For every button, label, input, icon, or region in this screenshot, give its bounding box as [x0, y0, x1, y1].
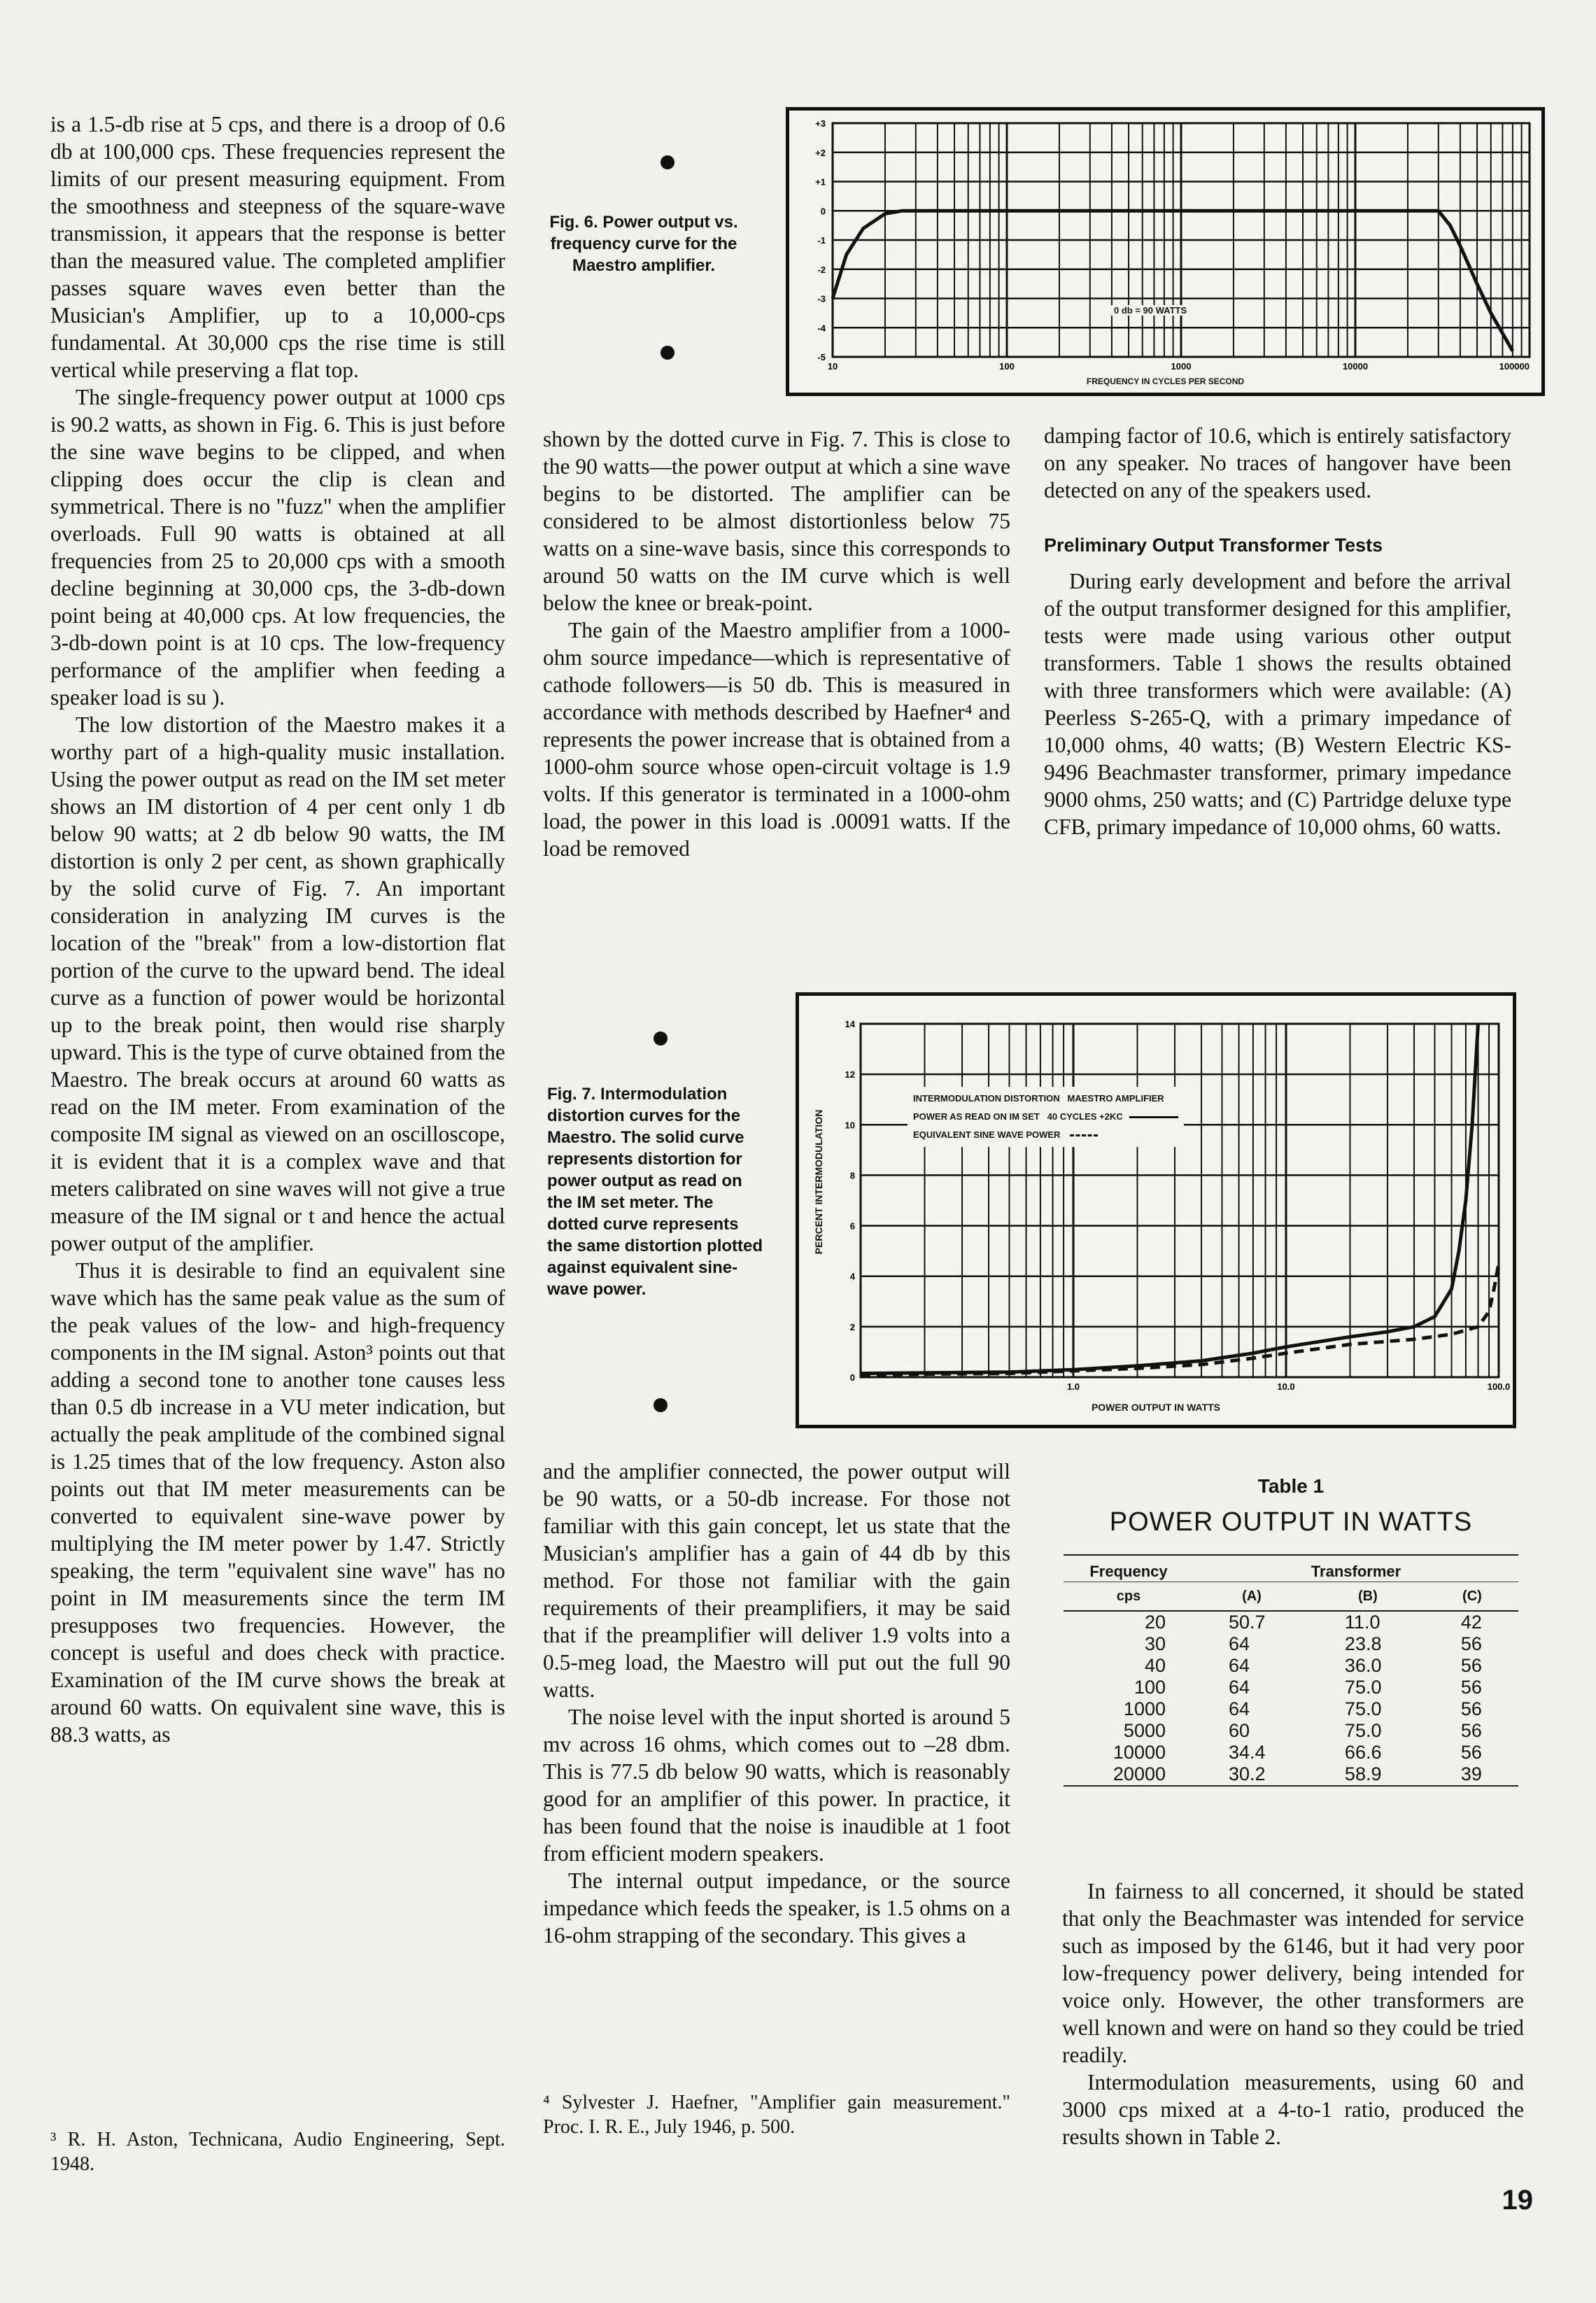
header-b: (B) — [1358, 1588, 1378, 1604]
x-tick-label: 100 — [999, 361, 1015, 372]
paragraph: Thus it is desirable to find an equivalent sine wave which has the same peak value as the sum of the peak values of the low- and high-frequency components in the IM signal. Aston³ points out that adding a second tone to another tone causes less than 0.5 db increase in a VU meter indication, but actually the peak amplitude of the combined signal is 1.25 times that of the low frequency. Aston also points out that IM meter measurements can be converted to equivalent sine-wave power by multiplying the IM meter power by 1.47. Strictly speaking, the term "equivalent sine wave" has no point in IM measurements since the term IM presupposes two frequencies. However, the concept is useful and does check with practice. Examination of the IM curve shows the break at around 60 watts. On equivalent sine wave, this is 88.3 watts, as — [50, 1258, 505, 1747]
x-tick-label: 100000 — [1499, 361, 1530, 372]
cell-value: 64 — [1229, 1655, 1250, 1676]
cell-value: 56 — [1460, 1655, 1482, 1676]
table-title: POWER OUTPUT IN WATTS — [1109, 1507, 1473, 1537]
y-tick-label: 0 — [820, 206, 826, 217]
x-tick-label: 100.0 — [1487, 1381, 1511, 1392]
header-c: (C) — [1462, 1588, 1482, 1604]
y-tick-label: +1 — [815, 176, 826, 188]
table-row — [1064, 1720, 1518, 1742]
paragraph: Intermodulation measurements, using 60 and 3000 cps mixed at a 4-to-1 ratio, produced the results shown in Table 2. — [1062, 2070, 1524, 2149]
table-row — [1064, 1611, 1518, 1633]
cell-frequency: 20000 — [1113, 1763, 1166, 1784]
cell-value: 66.6 — [1344, 1742, 1382, 1763]
fig7-legend — [908, 1087, 1184, 1147]
cell-value: 36.0 — [1344, 1655, 1382, 1676]
column-2 — [543, 425, 1010, 862]
column-1 — [50, 111, 505, 1748]
paragraph: and the amplifier connected, the power output will be 90 watts, or a 50-db increase. For those not familiar with this gain concept, let us state that the Musician's amplifier has a gain of 44 db by this method. For those not familiar with the gain requirements of their preamplifiers, it may be said that if the preamplifier will deliver 1.9 volts into a 0.5-meg load, the Maestro will put out the full 90 watts. — [543, 1459, 1010, 1702]
x-tick-label: 10.0 — [1277, 1381, 1295, 1392]
cell-value: 30.2 — [1229, 1763, 1266, 1784]
fig7-x-axis-title: POWER OUTPUT IN WATTS — [1091, 1402, 1221, 1413]
cell-value: 60 — [1229, 1720, 1250, 1741]
table-label: Table 1 — [1257, 1475, 1325, 1497]
x-tick-label: 1000 — [1171, 361, 1192, 372]
paragraph: The gain of the Maestro amplifier from a 1000-ohm source impedance—which is representative of cathode followers—is 50 db. This is measured in accordance with methods described by Haefner⁴ and represents the power increase that is obtained from a 1000-ohm source whose open-circuit voltage is 1.9 volts. If this generator is terminated in a 1000-ohm load, the power in this load is .00091 watts. If the load be removed — [543, 618, 1010, 861]
fig7-caption: Fig. 7. Intermodulation distortion curves for the Maestro. The solid curve represents distortion for power output as read on the IM set meter. The dotted curve represents the same distortion plotted against equivalent sine-wave power. — [547, 1085, 763, 1299]
table-row — [1064, 1763, 1518, 1786]
fig7-y-axis-title: PERCENT INTERMODULATION — [813, 1109, 824, 1255]
fig6-label-0db: 0 db = 90 WATTS — [1111, 305, 1189, 316]
cell-value: 64 — [1229, 1698, 1250, 1719]
cell-value: 42 — [1460, 1612, 1482, 1633]
y-tick-label: -3 — [817, 293, 826, 304]
paragraph: The single-frequency power output at 1000 cps is 90.2 watts, as shown in Fig. 6. This is just before the sine wave begins to be clipped, and when clipping does occur the clip is clean and symmetrical. There is no "fuzz" when the amplifier overloads. Full 90 watts is obtained at all frequencies from 25 to 20,000 cps with a smooth decline beginning at 30,000 cps, the 3-db-down point being at 40,000 cps. At low frequencies, the 3-db-down point is at 10 cps. The low-frequency performance of the amplifier when feeding a speaker load is su ). — [50, 385, 505, 710]
cell-frequency: 1000 — [1123, 1698, 1166, 1719]
cell-value: 34.4 — [1229, 1742, 1266, 1763]
page-number: 19 — [1502, 2185, 1533, 2216]
cell-frequency: 100 — [1134, 1677, 1166, 1698]
cell-value: 56 — [1460, 1720, 1482, 1741]
margin-dot — [654, 1031, 668, 1045]
cell-value: 11.0 — [1344, 1612, 1380, 1633]
cell-value: 23.8 — [1344, 1633, 1382, 1654]
series-line-equivalent-sine — [861, 1264, 1499, 1375]
fig7-chart — [796, 992, 1516, 1428]
y-tick-label: 6 — [849, 1220, 855, 1232]
y-tick-label: -1 — [817, 235, 826, 246]
power-output-table — [1064, 1554, 1518, 1787]
footnote-haefner: ⁴ Sylvester J. Haefner, "Amplifier gain measurement." Proc. I. R. E., July 1946, p. 500. — [543, 2092, 1010, 2138]
paragraph: is a 1.5-db rise at 5 cps, and there is a droop of 0.6 db at 100,000 cps. These frequencies represent the limits of our present measuring equipment. From the smoothness and steepness of the square-wave transmission, it appears that the response is better than the measured value. The completed amplifier passes square waves even better than the Musician's Amplifier, up to a 10,000-cps fundamental. At 30,000 cps the rise time is still vertical while preserving a flat top. — [50, 112, 505, 382]
fig7-plot — [799, 996, 1513, 1425]
y-tick-label: -4 — [817, 323, 826, 334]
y-tick-label: 10 — [845, 1120, 855, 1131]
cell-value: 75.0 — [1344, 1698, 1382, 1719]
cell-value: 50.7 — [1229, 1612, 1266, 1633]
table-row — [1064, 1677, 1518, 1698]
cell-value: 75.0 — [1344, 1720, 1382, 1741]
legend-item-solid: POWER AS READ ON IM SET 40 CYCLES +2KC — [913, 1108, 1178, 1126]
cell-frequency: 5000 — [1123, 1720, 1166, 1741]
paragraph: damping factor of 10.6, which is entirely satisfactory on any speaker. No traces of hangover have been detected on any of the speakers used. — [1044, 423, 1511, 502]
paragraph: The internal output impedance, or the source impedance which feeds the speaker, is 1.5 ohms on a 16-ohm strapping of the secondary. This gives a — [543, 1868, 1010, 1948]
y-tick-label: +2 — [815, 147, 826, 158]
header-transformer: Transformer — [1311, 1562, 1401, 1580]
cell-value: 56 — [1460, 1633, 1482, 1654]
y-tick-label: 12 — [845, 1069, 855, 1080]
plot-frame — [861, 1024, 1499, 1377]
y-tick-label: -5 — [817, 352, 826, 362]
x-tick-label: 10 — [827, 361, 838, 372]
x-tick-label: 1.0 — [1066, 1381, 1080, 1392]
y-tick-label: 4 — [849, 1271, 855, 1282]
cell-value: 64 — [1229, 1633, 1250, 1654]
column-2-lower — [543, 1458, 1010, 1949]
margin-dot — [654, 1398, 668, 1412]
cell-value: 56 — [1460, 1742, 1482, 1763]
table-row — [1064, 1698, 1518, 1720]
legend-item-dashed: EQUIVALENT SINE WAVE POWER — [913, 1126, 1178, 1144]
paragraph: The noise level with the input shorted is around 5 mv across 16 ohms, which comes out to –28 dbm. This is 77.5 db below 90 watts, which is reasonably good for an amplifier of this power. In practice, it has been found that the noise is inaudible at 1 foot from efficient modern speakers. — [543, 1705, 1010, 1866]
header-frequency: Frequency — [1089, 1562, 1168, 1580]
y-tick-label: 2 — [849, 1321, 855, 1332]
cell-frequency: 20 — [1144, 1612, 1166, 1633]
paragraph: shown by the dotted curve in Fig. 7. This is close to the 90 watts—the power output at which a sine wave begins to be distorted. The amplifier can be considered to be almost distortionless below 75 watts on a sine-wave basis, since this corresponds to around 50 watts on the IM curve which is well below the knee or break-point. — [543, 427, 1010, 615]
y-tick-label: 8 — [849, 1170, 855, 1181]
legend-swatch-dashed — [1070, 1134, 1098, 1136]
column-3 — [1044, 422, 1511, 840]
fig6-x-axis-title: FREQUENCY IN CYCLES PER SECOND — [1086, 376, 1245, 386]
series-line-im-set — [861, 1024, 1478, 1374]
cell-value: 64 — [1229, 1677, 1250, 1698]
header-cps: cps — [1116, 1588, 1141, 1604]
table-row — [1064, 1655, 1518, 1677]
y-tick-label: +3 — [815, 118, 826, 129]
y-tick-label: 14 — [845, 1019, 855, 1029]
column-3-lower — [1062, 1878, 1524, 2150]
section-heading: Preliminary Output Transformer Tests — [1044, 535, 1383, 556]
margin-dot — [661, 155, 675, 169]
fig6-caption: Fig. 6. Power output vs. frequency curve for the Maestro amplifier. — [549, 213, 738, 275]
x-tick-label: 10000 — [1342, 361, 1369, 372]
cell-frequency: 10000 — [1113, 1742, 1166, 1763]
cell-value: 75.0 — [1344, 1677, 1382, 1698]
legend-swatch-solid — [1129, 1116, 1178, 1118]
table-row — [1064, 1633, 1518, 1655]
cell-value: 39 — [1460, 1763, 1482, 1784]
y-tick-label: 0 — [849, 1372, 855, 1383]
legend-title: INTERMODULATION DISTORTION MAESTRO AMPLIFIER — [913, 1093, 1164, 1104]
footnote-aston: ³ R. H. Aston, Technicana, Audio Engineering, Sept. 1948. — [50, 2129, 505, 2175]
margin-dot — [661, 346, 675, 360]
paragraph: In fairness to all concerned, it should be stated that only the Beachmaster was intended for service such as imposed by the 6146, but it had very poor low-frequency power delivery, being intended for voice only. However, the other transformers are well known and were on hand so they could be tried readily. — [1062, 1879, 1524, 2067]
cell-value: 56 — [1460, 1698, 1482, 1719]
y-tick-label: -2 — [817, 264, 826, 275]
header-a: (A) — [1242, 1588, 1262, 1604]
table-row — [1064, 1742, 1518, 1763]
fig6-chart — [786, 107, 1545, 396]
cell-value: 58.9 — [1344, 1763, 1382, 1784]
fig6-plot — [789, 111, 1541, 393]
table-1 — [1064, 1475, 1518, 1787]
cell-value: 56 — [1460, 1677, 1482, 1698]
paragraph: The low distortion of the Maestro makes it a worthy part of a high-quality music installation. Using the power output as read on the IM set meter shows an IM distortion of 4 per cent only 1 db below 90 watts; at 2 db below 90 watts, the IM distortion is only 2 per cent, as shown graphically by the solid curve of Fig. 7. An important consideration in analyzing IM curves is the location of the "break" from a low-distortion flat portion of the curve to the upward bend. The ideal curve as a function of power would be horizontal up to the break point, then would rise sharply upward. This is the type of curve obtained from the Maestro. The break occurs at around 60 watts as read on the IM meter. From examination of the composite IM signal as viewed on an oscilloscope, it is evident that it is a complex wave and that meters calibrated on sine waves will not give a true measure of the IM signal or t and hence the actual power output of the amplifier. — [50, 712, 505, 1255]
cell-frequency: 40 — [1144, 1655, 1166, 1676]
cell-frequency: 30 — [1144, 1633, 1166, 1654]
paragraph: During early development and before the arrival of the output transformer designed for this amplifier, tests were made using various other output transformers. Table 1 shows the results obtained with three transformers which were available: (A) Peerless S-265-Q, with a primary impedance of 10,000 ohms, 40 watts; (B) Western Electric KS-9496 Beachmaster transformer, primary impedance 9000 ohms, 250 watts; and (C) Partridge deluxe type CFB, primary impedance of 10,000 ohms, 60 watts. — [1044, 569, 1511, 839]
